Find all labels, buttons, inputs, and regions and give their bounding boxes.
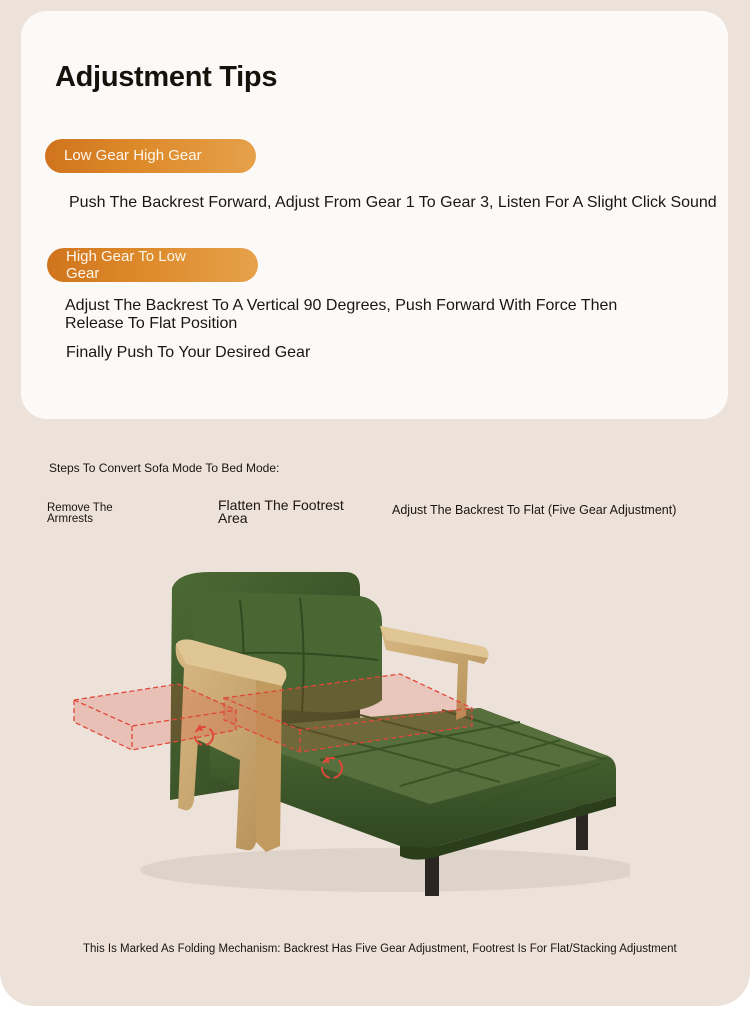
tips-title: Adjustment Tips (55, 61, 278, 93)
high-to-low-instruction: Adjust The Backrest To A Vertical 90 Degrees, Push Forward With Force Then Release To Flat Position (65, 297, 618, 332)
step-adjust-backrest: Adjust The Backrest To Flat (Five Gear Adjustment) (392, 503, 677, 517)
adjustment-tips-card (21, 11, 728, 419)
sofa-bed-illustration (60, 560, 630, 905)
mechanism-footnote: This Is Marked As Folding Mechanism: Backrest Has Five Gear Adjustment, Footrest Is For Flat/Stacking Adjustment (83, 943, 677, 955)
high-to-low-gear-label: High Gear To Low Gear (66, 248, 186, 282)
step-flatten-footrest: Flatten The Footrest Area (218, 497, 344, 526)
high-to-low-final-instruction: Finally Push To Your Desired Gear (66, 344, 311, 361)
step-remove-armrests: Remove The Armrests (47, 502, 113, 525)
low-to-high-gear-label: Low Gear High Gear (64, 147, 202, 164)
sofa-bed-image (60, 560, 630, 905)
high-to-low-gear-badge (47, 248, 258, 282)
low-to-high-gear-badge (45, 139, 256, 173)
steps-title: Steps To Convert Sofa Mode To Bed Mode: (49, 461, 280, 475)
low-to-high-instruction: Push The Backrest Forward, Adjust From Gear 1 To Gear 3, Listen For A Slight Click Sound (69, 194, 717, 211)
